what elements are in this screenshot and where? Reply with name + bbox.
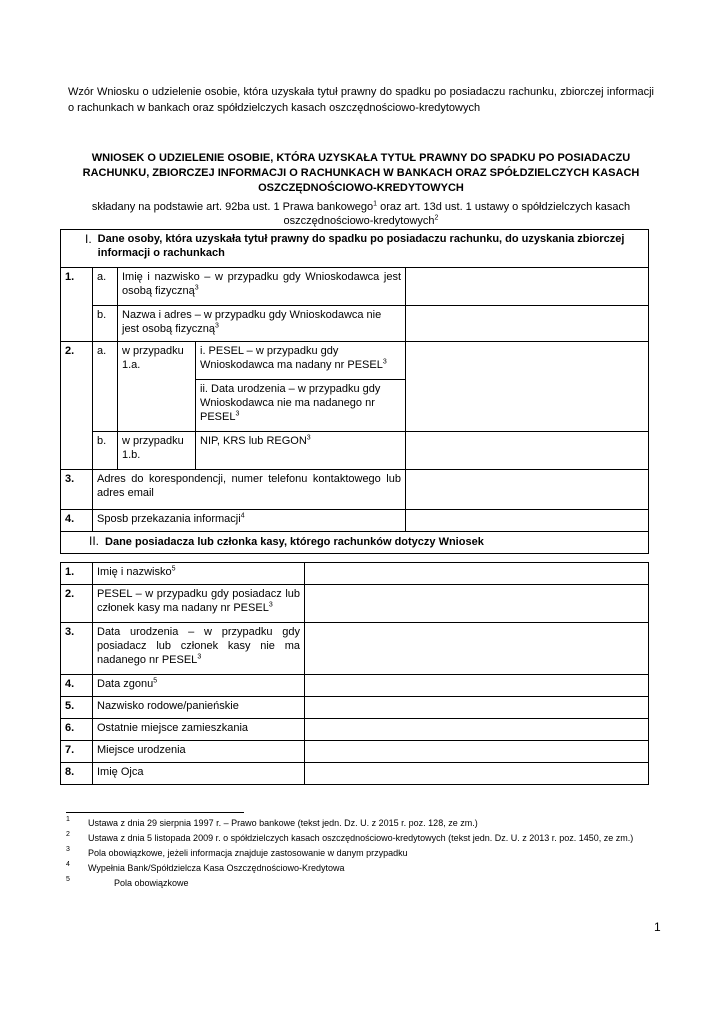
row-number: 2.: [61, 342, 93, 470]
document-subtitle: [80, 201, 642, 228]
row-number: 5.: [61, 697, 93, 719]
delivery-method-label: Sposb przekazania informacji$^4$: [93, 510, 406, 532]
footnote: 2 Ustawa z dnia 5 listopada 2009 r. o spółdzielczych kasach oszczędnościowo-kredytowych (tekst jedn. Dz. U. z 2013 r. poz. 1450, ze zm.): [66, 831, 634, 843]
row-number: 1.: [61, 563, 93, 585]
table-row: [61, 470, 649, 510]
row-letter: a.: [93, 342, 118, 432]
section-2-header-row: [61, 532, 649, 554]
section-2-header: [61, 532, 649, 554]
row-number: 6.: [61, 719, 93, 741]
row-number: 3.: [61, 470, 93, 510]
applicant-birthdate-label: ii. Data urodzenia – w przypadku gdy Wnioskodawca nie ma nadanego nr PESEL$^3$: [196, 380, 406, 432]
table-row: [61, 719, 649, 741]
section-2-heading: Dane posiadacza lub członka kasy, którego rachunków dotyczy Wniosek: [105, 536, 484, 548]
subtitle-part1: składany na podstawie art. 92ba ust. 1 Prawa bankowego: [91, 201, 374, 213]
footnote: 3 Pola obowiązkowe, jeżeli informacja znajduje zastosowanie w danym przypadku: [66, 846, 408, 858]
section-2-roman: II.: [89, 534, 100, 548]
row-number: 8.: [61, 763, 93, 785]
applicant-name-label: Imię i nazwisko – w przypadku gdy Wnioskodawca jest osobą fizyczną$^3$: [118, 268, 406, 306]
field-input[interactable]: [305, 585, 649, 623]
applicant-pesel-label: i. PESEL – w przypadku gdy Wnioskodawca ma nadany nr PESEL$^3$: [196, 342, 406, 380]
row-number: 4.: [61, 675, 93, 697]
field-input[interactable]: [305, 675, 649, 697]
table-row: [61, 306, 649, 342]
intro-text: Wzór Wniosku o udzielenie osobie, która uzyskała tytuł prawny do spadku po posiadaczu rachunku, zbiorczej informacji o rachunkach w bankach oraz spółdzielczych kasach oszczędnościowo-kredytowych: [68, 86, 654, 114]
applicant-pesel-field[interactable]: [406, 342, 649, 432]
field-label: Imię Ojca: [93, 763, 305, 785]
footnote: 4 Wypełnia Bank/Spółdzielcza Kasa Oszczędnościowo-Kredytowa: [66, 861, 345, 873]
table-row: [61, 342, 649, 380]
field-label: PESEL – w przypadku gdy posiadacz lub członek kasy ma nadany nr PESEL$^3$: [93, 585, 305, 623]
footnote: 5 Pola obowiązkowe: [66, 876, 189, 888]
table-row: [61, 432, 649, 470]
table-row: [61, 763, 649, 785]
section-1-roman: I.: [85, 232, 92, 246]
table-row: [61, 585, 649, 623]
table-row: [61, 563, 649, 585]
row-number: 4.: [61, 510, 93, 532]
deceased-data-table: [60, 562, 649, 785]
field-label: Ostatnie miejsce zamieszkania: [93, 719, 305, 741]
table-row: [61, 675, 649, 697]
applicant-company-label: Nazwa i adres – w przypadku gdy Wnioskodawca nie jest osobą fizyczną$^3$: [118, 306, 406, 342]
applicant-company-field[interactable]: [406, 306, 649, 342]
subtitle-part2: oraz art. 13d ust. 1 ustawy o spółdzielczych kasach oszczędnościowo-kredytowych: [283, 201, 631, 227]
field-input[interactable]: [305, 623, 649, 675]
field-label: Data urodzenia – w przypadku gdy posiadacz lub członek kasy nie ma nadanego nr PESEL$^3$: [93, 623, 305, 675]
section-1-header: [61, 230, 649, 268]
field-input[interactable]: [305, 741, 649, 763]
document-title: WNIOSEK O UDZIELENIE OSOBIE, KTÓRA UZYSKAŁA TYTUŁ PRAWNY DO SPADKU PO POSIADACZU RACHUNKU, ZBIORCZEJ INFORMACJI O RACHUNKACH W BANKACH ORAZ SPÓŁDZIELCZYCH KASACH OSZCZĘDNOŚCIOWO-KREDYTOWYCH: [82, 152, 640, 194]
field-label: Miejsce urodzenia: [93, 741, 305, 763]
field-input[interactable]: [305, 563, 649, 585]
application-form-table: [60, 229, 649, 554]
field-label: Nazwisko rodowe/panieńskie: [93, 697, 305, 719]
row-number: 1.: [61, 268, 93, 342]
table-row: [61, 697, 649, 719]
field-label: Data zgonu$^5$: [93, 675, 305, 697]
page-number: 1: [654, 920, 661, 934]
row-letter: a.: [93, 268, 118, 306]
row-number: 2.: [61, 585, 93, 623]
row-number: 7.: [61, 741, 93, 763]
field-input[interactable]: [305, 719, 649, 741]
section-1-heading: Dane osoby, która uzyskała tytuł prawny do spadku po posiadaczu rachunku, do uzyskania zbiorczej informacji o rachunkach: [97, 233, 625, 259]
footnote: 1 Ustawa z dnia 29 sierpnia 1997 r. – Prawo bankowe (tekst jedn. Dz. U. z 2015 r. poz. 128, ze zm.): [66, 816, 478, 828]
delivery-method-field[interactable]: [406, 510, 649, 532]
nip-krs-regon-label: NIP, KRS lub REGON$^3$: [196, 432, 406, 470]
footnote-separator: [66, 812, 244, 813]
footnotes: [66, 817, 696, 892]
footnote-ref: 2: [434, 213, 439, 221]
applicant-name-field[interactable]: [406, 268, 649, 306]
table-row: [61, 268, 649, 306]
table-row: [61, 623, 649, 675]
nip-krs-regon-field[interactable]: [406, 432, 649, 470]
case-label: w przypadku 1.b.: [118, 432, 196, 470]
field-label: Imię i nazwisko$^5$: [93, 563, 305, 585]
row-letter: b.: [93, 432, 118, 470]
field-input[interactable]: [305, 697, 649, 719]
footnote-ref: 1: [373, 200, 378, 208]
contact-address-label: Adres do korespondencji, numer telefonu kontaktowego lub adres email: [93, 470, 406, 510]
table-row: [61, 510, 649, 532]
row-letter: b.: [93, 306, 118, 342]
table-row: [61, 741, 649, 763]
row-number: 3.: [61, 623, 93, 675]
field-input[interactable]: [305, 763, 649, 785]
section-1-header-row: [61, 230, 649, 268]
case-label: w przypadku 1.a.: [118, 342, 196, 432]
contact-address-field[interactable]: [406, 470, 649, 510]
